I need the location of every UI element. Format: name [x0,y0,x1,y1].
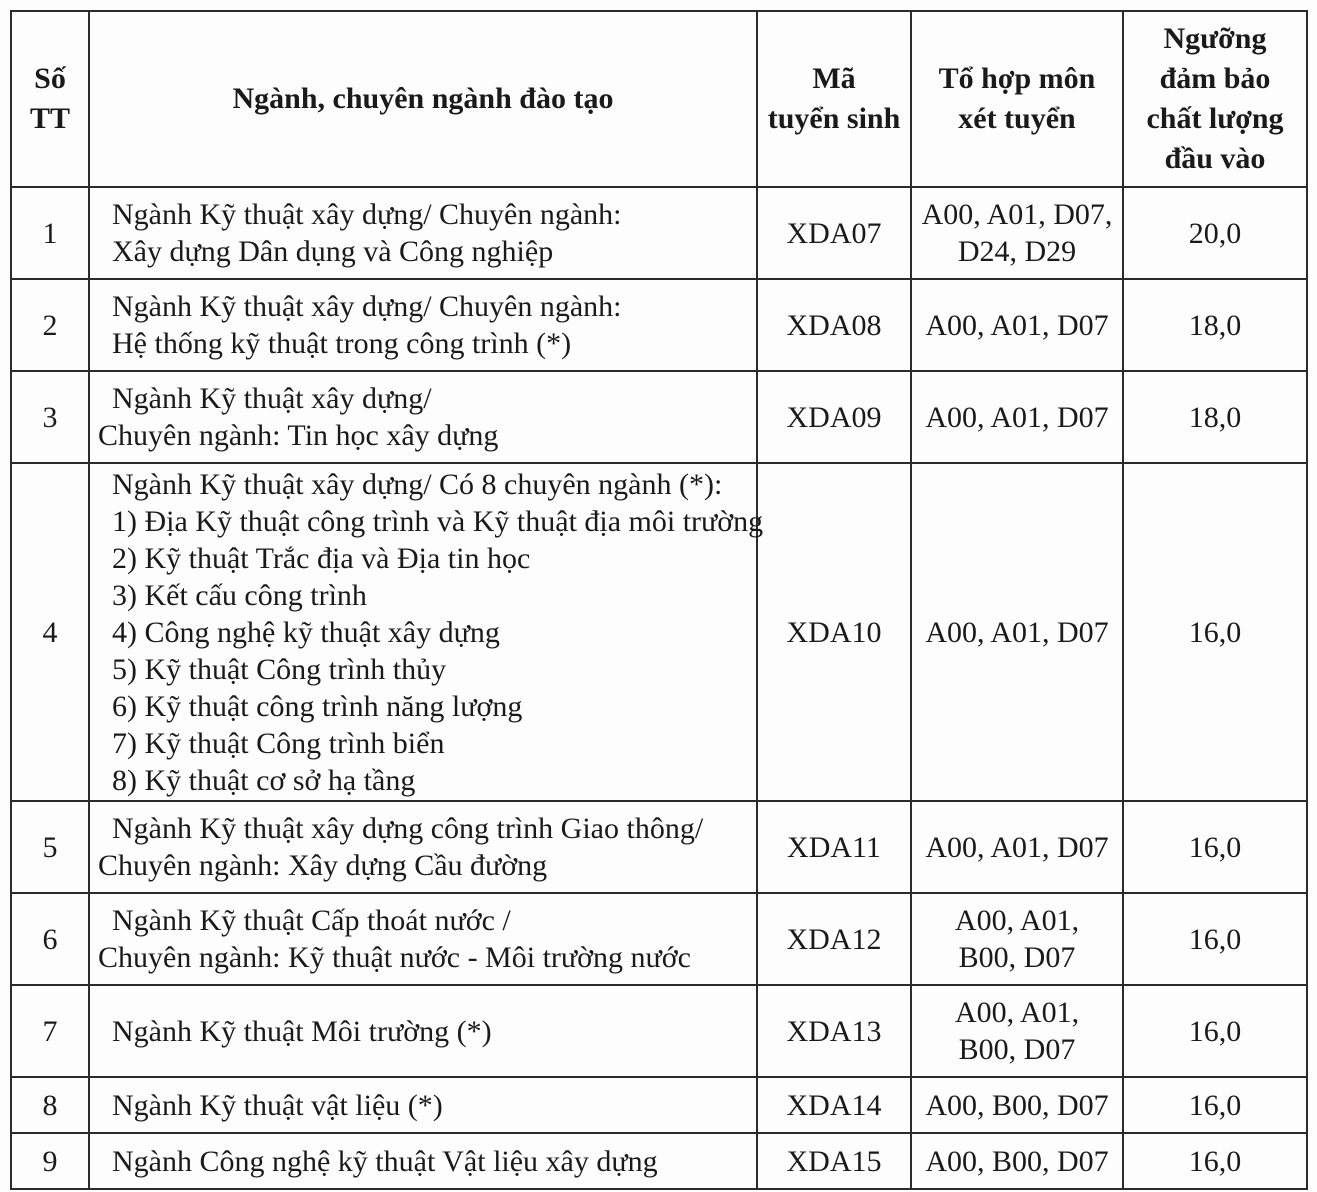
header-stt-line: Số [34,62,66,95]
row-ma: XDA14 [757,1077,911,1133]
table-row [11,985,1307,1077]
row-ma: XDA13 [757,985,911,1077]
row-nganh-line: Chuyên ngành: Kỹ thuật nước - Môi trường nước [98,941,691,974]
table-row [11,1133,1307,1189]
table-row [11,801,1307,893]
row-ma: XDA07 [757,187,911,279]
header-nguong-line: đầu vào [1164,142,1266,175]
row-tohop [911,893,1123,985]
header-ma-line: tuyển sinh [767,102,901,135]
row-tohop-line: A00, A01, D07, [921,198,1113,231]
row-nguong: 16,0 [1123,801,1307,893]
row-nguong: 16,0 [1123,893,1307,985]
row-nganh-line: 8) Kỹ thuật cơ sở hạ tầng [112,763,416,797]
header-nguong-line: đảm bảo [1159,62,1271,95]
header-nganh: Ngành, chuyên ngành đào tạo [89,11,757,187]
row-tohop-line: A00, A01, D07 [925,615,1109,649]
row-nganh-line: Ngành Kỹ thuật xây dựng/ Chuyên ngành: [112,198,622,231]
row-nguong: 16,0 [1123,463,1307,801]
admission-table [10,10,1308,1190]
row-stt: 4 [11,463,89,801]
row-stt: 1 [11,187,89,279]
row-tohop-line: A00, A01, D07 [925,308,1109,342]
row-tohop [911,371,1123,463]
row-nganh-line: 1) Địa Kỹ thuật công trình và Kỹ thuật địa môi trường [112,504,764,538]
row-tohop-line: B00, D07 [958,941,1076,974]
row-nganh [89,985,757,1077]
row-nganh-line: Ngành Kỹ thuật xây dựng/ Chuyên ngành: [112,290,622,323]
row-nganh [89,279,757,371]
row-stt: 3 [11,371,89,463]
table-row [11,279,1307,371]
row-tohop-line: D24, D29 [957,235,1077,268]
row-tohop [911,187,1123,279]
row-tohop-line: A00, A01, D07 [925,830,1109,864]
row-stt: 7 [11,985,89,1077]
row-ma: XDA15 [757,1133,911,1189]
row-ma: XDA10 [757,463,911,801]
header-stt-line: TT [29,102,71,135]
row-tohop [911,463,1123,801]
row-nganh-line: 7) Kỹ thuật Công trình biển [112,726,445,760]
row-nganh [89,187,757,279]
row-tohop [911,801,1123,893]
row-ma: XDA12 [757,893,911,985]
row-nganh-line: 6) Kỹ thuật công trình năng lượng [112,689,523,723]
row-nganh-line: 5) Kỹ thuật Công trình thủy [112,652,447,686]
row-ma: XDA09 [757,371,911,463]
row-nganh-line: 3) Kết cấu công trình [112,578,367,612]
row-tohop-line: A00, A01, D07 [925,400,1109,434]
row-nguong: 16,0 [1123,1077,1307,1133]
row-tohop-line: A00, A01, [954,996,1080,1029]
row-stt: 9 [11,1133,89,1189]
row-nganh-line: 2) Kỹ thuật Trắc địa và Địa tin học [112,541,531,575]
row-nganh-line: Ngành Kỹ thuật Cấp thoát nước / [112,904,511,937]
row-tohop [911,1133,1123,1189]
table-row [11,1077,1307,1133]
row-nganh [89,371,757,463]
row-nguong: 16,0 [1123,1133,1307,1189]
row-nganh-line: Chuyên ngành: Xây dựng Cầu đường [98,849,548,882]
row-nganh [89,1077,757,1133]
header-row [11,11,1307,187]
table-row [11,463,1307,801]
header-tohop-line: xét tuyển [958,102,1076,135]
row-nganh [89,1133,757,1189]
row-nganh-line: Ngành Kỹ thuật vật liệu (*) [112,1088,443,1122]
row-tohop-line: A00, B00, D07 [925,1144,1109,1178]
row-stt: 8 [11,1077,89,1133]
header-ma [757,11,911,187]
row-stt: 6 [11,893,89,985]
header-nguong-line: chất lượng [1146,102,1284,135]
row-nganh-line: Ngành Công nghệ kỹ thuật Vật liệu xây dựng [112,1144,658,1178]
row-nganh-line: Chuyên ngành: Tin học xây dựng [98,419,499,452]
row-tohop [911,1077,1123,1133]
header-tohop [911,11,1123,187]
row-ma: XDA11 [757,801,911,893]
row-tohop-line: B00, D07 [958,1033,1076,1066]
row-tohop [911,985,1123,1077]
header-nguong-line: Ngưỡng [1163,22,1267,55]
row-nganh-line: Ngành Kỹ thuật Môi trường (*) [112,1014,492,1048]
row-nganh-line: Ngành Kỹ thuật xây dựng/ [112,382,432,415]
header-ma-line: Mã [812,62,856,95]
row-stt: 2 [11,279,89,371]
header-tohop-line: Tổ hợp môn [938,62,1096,95]
table-row [11,893,1307,985]
row-nganh-line: Hệ thống kỹ thuật trong công trình (*) [112,327,572,360]
row-nganh-line: Xây dựng Dân dụng và Công nghiệp [112,235,554,268]
row-nganh-line: 4) Công nghệ kỹ thuật xây dựng [112,615,500,649]
table-body [11,187,1307,1189]
row-nguong: 18,0 [1123,371,1307,463]
row-nguong: 20,0 [1123,187,1307,279]
header-stt [11,11,89,187]
header-nguong [1123,11,1307,187]
row-nguong: 18,0 [1123,279,1307,371]
row-nguong: 16,0 [1123,985,1307,1077]
row-nganh-line: Ngành Kỹ thuật xây dựng/ Có 8 chuyên ngành (*): [112,467,723,501]
row-nganh [89,801,757,893]
row-nganh [89,893,757,985]
row-nganh [89,463,764,801]
row-tohop [911,279,1123,371]
table-row [11,187,1307,279]
row-tohop-line: A00, A01, [954,904,1080,937]
row-ma: XDA08 [757,279,911,371]
table-row [11,371,1307,463]
row-tohop-line: A00, B00, D07 [925,1088,1109,1122]
row-nganh-line: Ngành Kỹ thuật xây dựng công trình Giao thông/ [112,812,704,845]
row-stt: 5 [11,801,89,893]
